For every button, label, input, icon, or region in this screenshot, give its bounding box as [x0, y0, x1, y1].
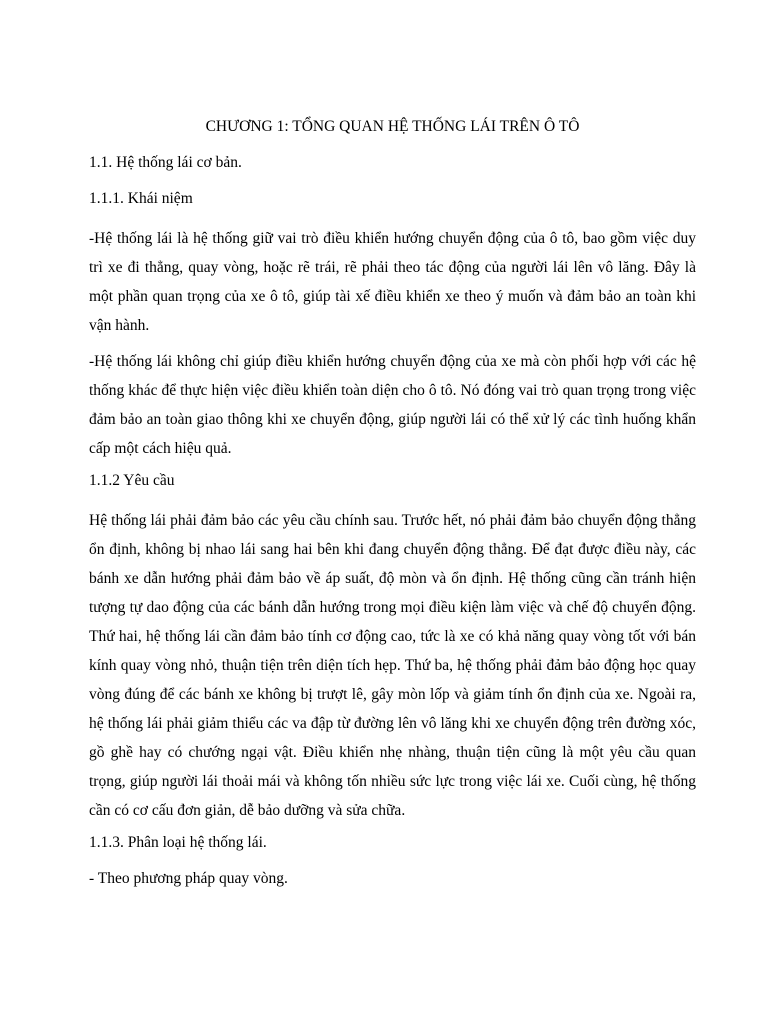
paragraph-classification: - Theo phương pháp quay vòng.	[89, 870, 288, 887]
section-heading-1-1-2: 1.1.2 Yêu cầu	[89, 472, 175, 489]
chapter-title: CHƯƠNG 1: TỔNG QUAN HỆ THỐNG LÁI TRÊN Ô TÔ	[205, 118, 580, 135]
section-heading-1-1-3: 1.1.3. Phân loại hệ thống lái.	[89, 834, 267, 851]
document-page	[89, 116, 696, 904]
section-heading-1-1: 1.1. Hệ thống lái cơ bản.	[89, 154, 242, 171]
section-heading-1-1-1: 1.1.1. Khái niệm	[89, 190, 193, 207]
paragraph-definition: -Hệ thống lái là hệ thống giữ vai trò điều khiển hướng chuyển động của ô tô, bao gồm việc duy trì xe đi thẳng, quay vòng, hoặc rẽ trái, rẽ phải theo tác động của người lái lên vô lăng. Đây là một phần quan trọng của xe ô tô, giúp tài xế điều khiển xe theo ý muốn và đảm bảo an toàn khi vận hành.	[89, 230, 696, 334]
paragraph-requirements: Hệ thống lái phải đảm bảo các yêu cầu chính sau. Trước hết, nó phải đảm bảo chuyển động thẳng ổn định, không bị nhao lái sang hai bên khi đang chuyển động thẳng. Để đạt được điều này, các bánh xe dẫn hướng phải đảm bảo về áp suất, độ mòn và ổn định. Hệ thống cũng cần tránh hiện tượng tự dao động của các bánh dẫn hướng trong mọi điều kiện làm việc và chế độ chuyển động. Thứ hai, hệ thống lái cần đảm bảo tính cơ động cao, tức là xe có khả năng quay vòng tốt với bán kính quay vòng nhỏ, thuận tiện trên diện tích hẹp. Thứ ba, hệ thống phải đảm bảo động học quay vòng đúng để các bánh xe không bị trượt lê, gây mòn lốp và giảm tính ổn định của xe. Ngoài ra, hệ thống lái phải giảm thiểu các va đập từ đường lên vô lăng khi xe chuyển động trên đường xóc, gồ ghề hay có chướng ngại vật. Điều khiển nhẹ nhàng, thuận tiện cũng là một yêu cầu quan trọng, giúp người lái thoải mái và không tốn nhiều sức lực trong việc lái xe. Cuối cùng, hệ thống cần có cơ cấu đơn giản, dễ bảo dưỡng và sửa chữa.	[89, 512, 696, 819]
paragraph-role: -Hệ thống lái không chỉ giúp điều khiển hướng chuyển động của xe mà còn phối hợp với các hệ thống khác để thực hiện việc điều khiển toàn diện cho ô tô. Nó đóng vai trò quan trọng trong việc đảm bảo an toàn giao thông khi xe chuyển động, giúp người lái có thể xử lý các tình huống khẩn cấp một cách hiệu quả.	[89, 353, 696, 457]
